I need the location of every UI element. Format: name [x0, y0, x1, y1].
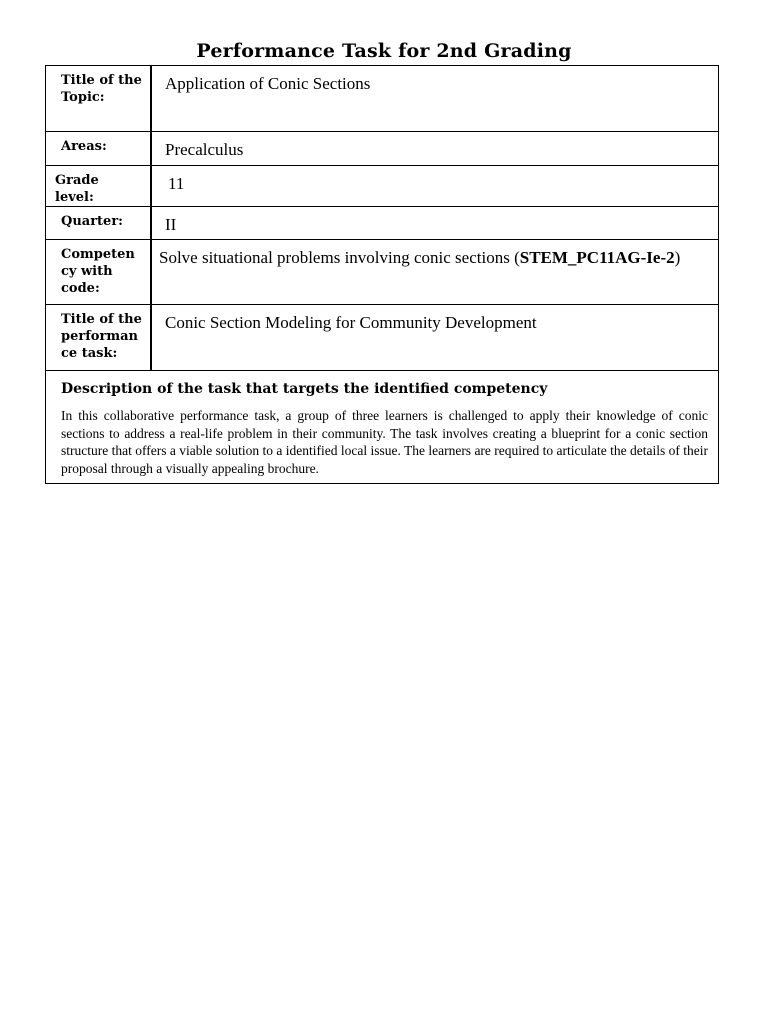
- performance-task-label-cell: [46, 305, 152, 371]
- description-body: In this collaborative performance task, a group of three learners is challenged to apply their knowledge of conic sections to address a real-life problem in their community. The task involves creating a blueprint for a conic section structure that offers a viable solution to a identified local issue. The learners are required to articulate the details of their proposal through a visually appealing brochure.: [61, 408, 708, 476]
- areas-value-cell: [151, 132, 719, 166]
- quarter-value: II: [165, 215, 177, 234]
- grade-level-value: 11: [168, 174, 185, 193]
- topic-label: Title of the Topic:: [61, 73, 142, 105]
- performance-task-table: [45, 65, 719, 484]
- quarter-label: Quarter:: [61, 214, 123, 229]
- quarter-value-cell: [151, 207, 719, 240]
- grade-level-label: Grade level:: [55, 173, 99, 205]
- performance-task-value: Conic Section Modeling for Community Development: [165, 313, 537, 332]
- competency-value-cell: [151, 240, 719, 305]
- topic-value: Application of Conic Sections: [165, 74, 371, 93]
- table-row-competency: [46, 240, 719, 305]
- topic-value-cell: [151, 66, 719, 132]
- areas-label: Areas:: [61, 139, 107, 154]
- areas-label-cell: [46, 132, 152, 166]
- table-row-grade-level: [46, 166, 719, 207]
- competency-code: STEM_PC11AG-Ie-2: [519, 248, 675, 267]
- performance-task-value-cell: [151, 305, 719, 371]
- competency-value: [152, 240, 718, 268]
- page-title: Performance Task for 2nd Grading: [196, 40, 572, 62]
- description-heading: Description of the task that targets the identified competency: [61, 381, 548, 397]
- table-row-topic: [46, 66, 719, 132]
- competency-text: Solve situational problems involving conic sections (: [159, 248, 520, 267]
- table-row-description: [46, 371, 719, 484]
- table-row-performance-task: [46, 305, 719, 371]
- areas-value: Precalculus: [165, 140, 244, 159]
- table-row-quarter: [46, 207, 719, 240]
- competency-label-cell: [46, 240, 152, 305]
- topic-label-cell: [46, 66, 152, 132]
- competency-label: Competen cy with code:: [61, 247, 135, 296]
- table-row-areas: [46, 132, 719, 166]
- description-cell: [46, 371, 719, 484]
- performance-task-label: Title of the performan ce task:: [61, 312, 142, 361]
- grade-level-value-cell: [151, 166, 719, 207]
- quarter-label-cell: [46, 207, 152, 240]
- competency-close: ): [674, 248, 681, 267]
- grade-level-label-cell: [46, 166, 152, 207]
